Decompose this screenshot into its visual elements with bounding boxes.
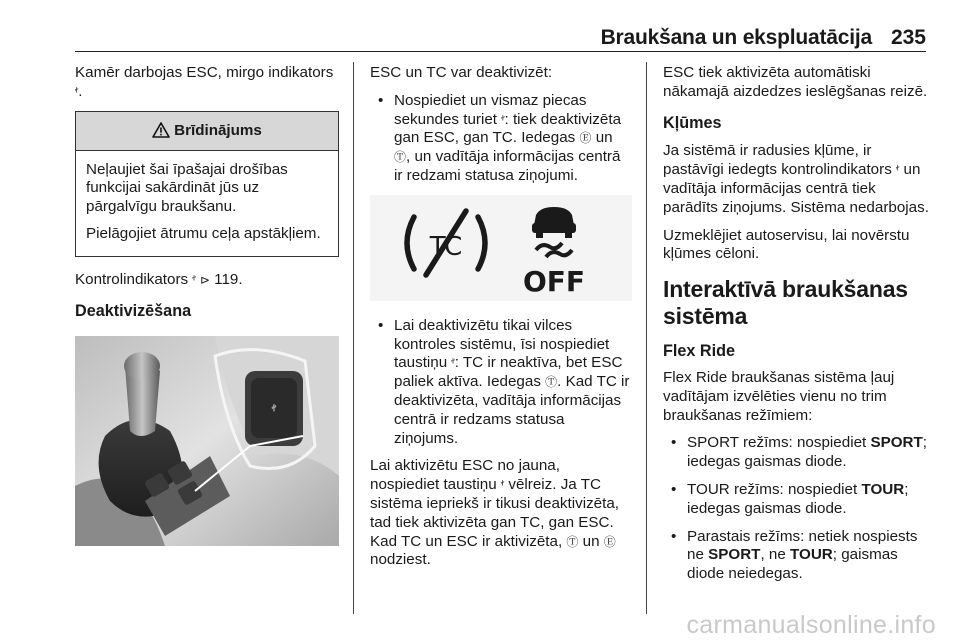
off-label: OFF: [522, 264, 586, 298]
auto-activation-paragraph: ESC tiek aktivizēta automātiski nākamajā aizdedzes ieslēgšanas reizē.: [663, 64, 928, 100]
esc-skid-icon: ꭝ: [896, 163, 900, 178]
esc-skid-icon: ꭝ: [501, 112, 505, 127]
tc-icon: Ⓣ: [545, 375, 558, 390]
esc-skid-icon: ꭝ: [500, 478, 505, 493]
list-item: • SPORT režīms: nospiediet SPORT; iedegas gaismas diode.: [671, 434, 928, 471]
page-number: 235: [890, 26, 926, 49]
list-item: • Nospiediet un vismaz piecas sekundes turiet ꭝ: tiek deaktivizēta gan ESC, gan TC. Iedegas Ⓔ un Ⓣ, un vadītāja informācijas centrā ir redzami statusa ziņojumi.: [378, 91, 622, 184]
column-3: [663, 64, 929, 593]
svg-text:TC: TC: [429, 231, 463, 262]
warning-text-2: Pielāgojiet ātrumu ceļa apstākļiem.: [86, 224, 321, 242]
subheading-flex-ride: Flex Ride: [663, 342, 735, 361]
kontrol-indicator-reference: Kontrolindikators ꭝ ⊳ 119.: [75, 270, 243, 288]
page-reference-icon: ⊳: [199, 272, 210, 287]
list-item: • Parastais režīms: netiek nospiests ne SPORT, ne TOUR; gaismas diode neiedegas.: [671, 527, 918, 583]
flex-ride-intro: Flex Ride braukšanas sistēma ļauj vadītājam izvēlēties vienu no trim braukšanas režīmiem:: [663, 368, 895, 424]
tc-icon: Ⓣ: [566, 534, 579, 549]
running-header-title: Braukšana un ekspluatācija: [600, 26, 872, 49]
esc-off-icon: Ⓔ: [579, 131, 592, 146]
list-item: • Lai deaktivizētu tikai vilces kontroles sistēmu, īsi nospiediet taustiņu ꭝ: TC ir neaktīva, bet ESC paliek aktīva. Iedegas Ⓣ. Kad TC ir deaktivizēta, vadītāja informācijas centrā ir redzams statusa ziņojums.: [378, 316, 630, 447]
esc-skid-icon: ꭝ: [192, 272, 196, 287]
header-divider: [75, 51, 926, 52]
warning-header: [76, 112, 338, 151]
faults-paragraph: Ja sistēmā ir radusies kļūme, ir pastāvīgi iedegts kontrolindikators ꭝ un vadītāja informācijas centrā tiek parādīts ziņojums. Sistēma nedarbojas.: [663, 142, 929, 216]
esc-off-icon: Ⓔ: [603, 534, 616, 549]
reactivation-paragraph: Lai aktivizētu ESC no jauna, nospiediet taustiņu ꭝ vēlreiz. Ja TC sistēma iepriekš ir tikusi deaktivizēta, tad tiek aktivizēta gan TC, gan ESC. Kad TC un ESC ir aktivizēta, Ⓣ un Ⓔ nodziest.: [370, 457, 619, 569]
indicator-symbols-figure: [370, 195, 632, 301]
section-heading-faults: Kļūmes: [663, 113, 722, 132]
esc-off-symbol: [532, 207, 576, 257]
column-2: [370, 64, 632, 579]
list-item: • TOUR režīms: nospiediet TOUR; iedegas gaismas diode.: [671, 480, 909, 517]
esc-skid-icon: ꭝ: [451, 356, 455, 371]
column-divider-2: [646, 62, 647, 614]
section-heading-interactive-driving: Interaktīvā braukšanas sistēma: [663, 276, 908, 330]
service-paragraph: Uzmeklējiet autoservisu, lai novērstu kļūmes cēloni.: [663, 226, 910, 263]
warning-box: [75, 111, 339, 257]
warning-triangle-icon: [152, 115, 170, 153]
intro-paragraph: Kamēr darbojas ESC, mirgo indikators ꭝ.: [75, 64, 334, 100]
deactivation-intro: ESC un TC var deaktivizēt:: [370, 64, 553, 81]
esc-skid-icon: ꭝ: [75, 84, 79, 99]
warning-title: Brīdinājums: [174, 121, 262, 139]
column-divider-1: [353, 62, 354, 614]
svg-text:ꭝ: ꭝ: [271, 401, 277, 421]
console-button-photo: [75, 336, 339, 546]
watermark: carmanualsonline.info: [686, 611, 936, 639]
warning-text-1: Neļaujiet šai īpašajai drošības funkcijai sakārdināt jūs uz pārgalvīgu braukšanu.: [86, 160, 288, 216]
section-heading-deactivation: Deaktivizēšana: [75, 301, 192, 320]
column-1: [75, 64, 339, 546]
tc-icon: Ⓣ: [394, 150, 407, 165]
